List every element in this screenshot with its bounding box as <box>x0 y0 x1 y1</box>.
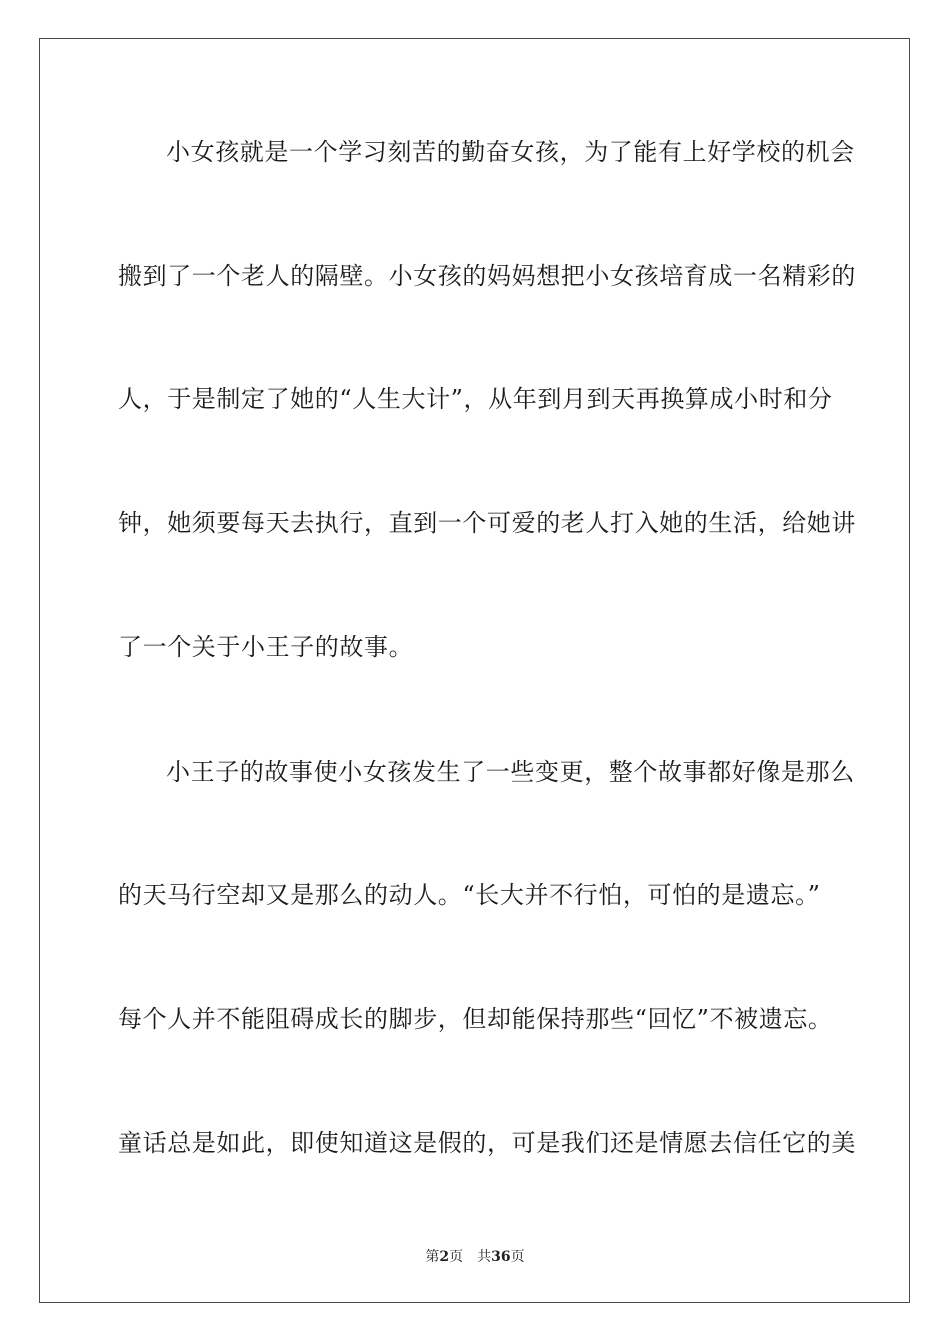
page-footer <box>0 1247 950 1267</box>
paragraph-2-line-3: 每个人并不能阻碍成长的脚步，但却能保持那些“回忆”不被遗忘。 <box>118 1005 833 1033</box>
page-suffix: 页 <box>449 1249 464 1265</box>
paragraph-2-line-4: 童话总是如此，即使知道这是假的，可是我们还是情愿去信任它的美 <box>118 1129 856 1157</box>
paragraph-2-line-2: 的天马行空却又是那么的动人。“长大并不行怕，可怕的是遗忘。” <box>118 881 821 909</box>
page-number: 2 <box>439 1249 450 1265</box>
total-prefix: 共 <box>477 1249 492 1265</box>
paragraph-1-line-1: 小女孩就是一个学习刻苦的勤奋女孩，为了能有上好学校的机会 <box>166 138 855 166</box>
paragraph-1-line-5: 了一个关于小王子的故事。 <box>118 633 414 661</box>
total-pages: 36 <box>491 1249 511 1265</box>
paragraph-2-line-1: 小王子的故事使小女孩发生了一些变更，整个故事都好像是那么 <box>166 758 855 786</box>
paragraph-1-line-3: 人，于是制定了她的“人生大计”，从年到月到天再换算成小时和分 <box>118 385 833 413</box>
paragraph-1-line-4: 钟，她须要每天去执行，直到一个可爱的老人打入她的生活，给她讲 <box>118 509 856 537</box>
paragraph-1-line-2: 搬到了一个老人的隔壁。小女孩的妈妈想把小女孩培育成一名精彩的 <box>118 262 856 290</box>
total-suffix: 页 <box>510 1249 525 1265</box>
page-prefix: 第 <box>425 1249 440 1265</box>
page-border <box>39 38 910 1303</box>
